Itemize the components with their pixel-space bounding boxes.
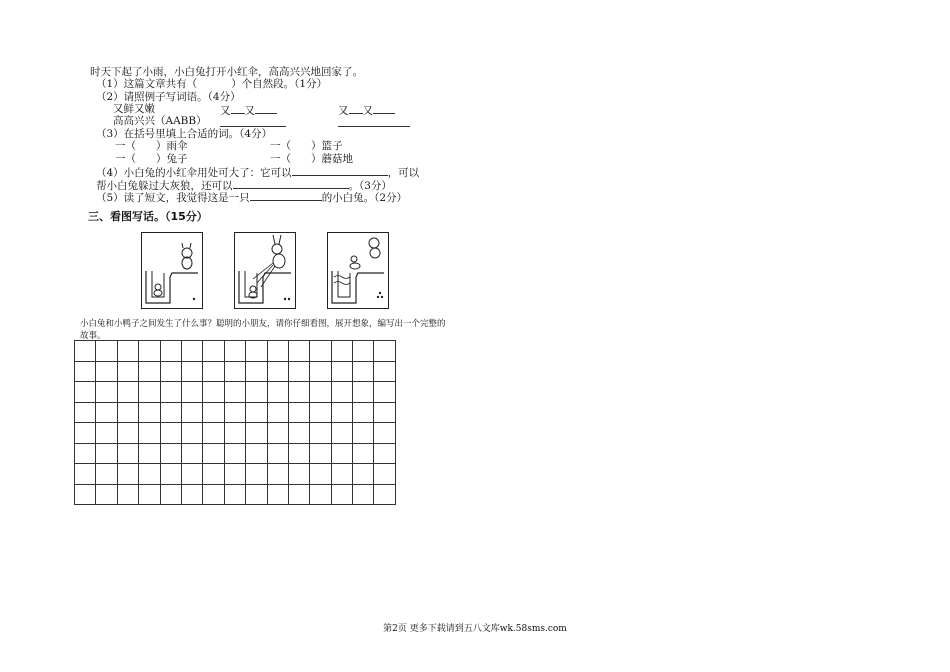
grid-cell[interactable] bbox=[310, 382, 331, 403]
grid-cell[interactable] bbox=[224, 464, 245, 485]
grid-cell[interactable] bbox=[310, 464, 331, 485]
grid-cell[interactable] bbox=[288, 443, 309, 464]
grid-cell[interactable] bbox=[160, 361, 181, 382]
example-word-2: 高高兴兴（AABB） bbox=[113, 115, 207, 127]
question-4-text: （4）小白兔的小红伞用处可大了：它可以 bbox=[96, 167, 292, 179]
grid-cell[interactable] bbox=[267, 361, 288, 382]
grid-cell[interactable] bbox=[353, 402, 374, 423]
grid-cell[interactable] bbox=[139, 484, 160, 505]
grid-cell[interactable] bbox=[310, 484, 331, 505]
story-picture-2 bbox=[234, 232, 296, 309]
pattern-answer-2[interactable] bbox=[338, 103, 395, 117]
grid-cell[interactable] bbox=[353, 341, 374, 362]
grid-row bbox=[75, 443, 396, 464]
grid-cell[interactable] bbox=[139, 361, 160, 382]
section-3-instruction-line-2: 故事。 bbox=[80, 331, 106, 341]
pattern-you: 又 bbox=[220, 105, 231, 117]
grid-cell[interactable] bbox=[267, 464, 288, 485]
grid-cell[interactable] bbox=[353, 382, 374, 403]
grid-cell[interactable] bbox=[203, 341, 224, 362]
question-3-prompt: （3）在括号里填上合适的词。（4分） bbox=[96, 128, 273, 140]
grid-cell[interactable] bbox=[160, 341, 181, 362]
grid-cell[interactable] bbox=[75, 382, 96, 403]
answer-blank[interactable] bbox=[349, 103, 363, 114]
question-4-line-1 bbox=[96, 165, 419, 179]
grid-cell[interactable] bbox=[331, 423, 352, 444]
grid-cell[interactable] bbox=[288, 423, 309, 444]
grid-cell[interactable] bbox=[160, 443, 181, 464]
question-5-text: 的小白兔。（2分） bbox=[321, 192, 408, 204]
grid-cell[interactable] bbox=[203, 484, 224, 505]
grid-cell[interactable] bbox=[160, 382, 181, 403]
grid-cell[interactable] bbox=[139, 423, 160, 444]
grid-cell[interactable] bbox=[353, 464, 374, 485]
section-3-title: 三、看图写话。（15分） bbox=[88, 210, 208, 223]
grid-cell[interactable] bbox=[246, 402, 267, 423]
grid-cell[interactable] bbox=[96, 423, 117, 444]
grid-cell[interactable] bbox=[353, 484, 374, 505]
story-picture-1 bbox=[141, 232, 203, 309]
grid-cell[interactable] bbox=[224, 423, 245, 444]
grid-cell[interactable] bbox=[160, 484, 181, 505]
grid-cell[interactable] bbox=[224, 484, 245, 505]
grid-cell[interactable] bbox=[224, 361, 245, 382]
grid-cell[interactable] bbox=[96, 402, 117, 423]
question-5 bbox=[96, 190, 407, 204]
grid-cell[interactable] bbox=[139, 464, 160, 485]
grid-cell[interactable] bbox=[117, 382, 138, 403]
grid-cell[interactable] bbox=[267, 382, 288, 403]
grid-cell[interactable] bbox=[75, 423, 96, 444]
grid-cell[interactable] bbox=[246, 443, 267, 464]
grid-cell[interactable] bbox=[246, 484, 267, 505]
grid-cell[interactable] bbox=[96, 484, 117, 505]
section-3-instruction-line-1: 小白兔和小鸭子之间发生了什么事？聪明的小朋友，请你仔细看图，展开想象，编写出一个完整的 bbox=[80, 319, 446, 329]
grid-row bbox=[75, 484, 396, 505]
grid-cell[interactable] bbox=[310, 402, 331, 423]
grid-cell[interactable] bbox=[96, 361, 117, 382]
grid-cell[interactable] bbox=[96, 443, 117, 464]
grid-cell[interactable] bbox=[331, 341, 352, 362]
grid-row bbox=[75, 382, 396, 403]
grid-cell[interactable] bbox=[203, 464, 224, 485]
pattern-you: 又 bbox=[244, 105, 255, 117]
grid-cell[interactable] bbox=[331, 443, 352, 464]
aabb-answer-blank-2[interactable] bbox=[338, 116, 410, 127]
picture-2-drawing bbox=[235, 233, 295, 308]
grid-cell[interactable] bbox=[224, 402, 245, 423]
grid-cell[interactable] bbox=[181, 443, 202, 464]
page-footer: 第2页 更多下载请到五八文库wk.58sms.com bbox=[383, 624, 567, 634]
passage-ending: 时天下起了小雨，小白兔打开小红伞，高高兴兴地回家了。 bbox=[90, 66, 363, 78]
grid-cell[interactable] bbox=[139, 443, 160, 464]
grid-cell[interactable] bbox=[96, 382, 117, 403]
grid-cell[interactable] bbox=[288, 361, 309, 382]
close-paren: ） bbox=[156, 153, 167, 165]
grid-cell[interactable] bbox=[331, 361, 352, 382]
grid-cell[interactable] bbox=[374, 464, 395, 485]
grid-cell[interactable] bbox=[331, 402, 352, 423]
grid-cell[interactable] bbox=[374, 361, 395, 382]
question-4-text: 。（3分） bbox=[348, 180, 392, 192]
grid-cell[interactable] bbox=[203, 423, 224, 444]
grid-cell[interactable] bbox=[75, 443, 96, 464]
answer-blank[interactable] bbox=[255, 103, 277, 114]
answer-blank[interactable] bbox=[231, 103, 245, 114]
grid-cell[interactable] bbox=[310, 443, 331, 464]
grid-row bbox=[75, 423, 396, 444]
grid-cell[interactable] bbox=[139, 382, 160, 403]
close-paren: ） bbox=[156, 140, 167, 152]
grid-cell[interactable] bbox=[203, 443, 224, 464]
pattern-answer-1[interactable] bbox=[220, 103, 277, 117]
grid-cell[interactable] bbox=[181, 382, 202, 403]
answer-blank[interactable] bbox=[373, 103, 395, 114]
grid-cell[interactable] bbox=[374, 484, 395, 505]
question-1 bbox=[96, 78, 327, 90]
item-label: 雨伞 bbox=[166, 140, 188, 152]
umbrella-use-blank-2[interactable] bbox=[233, 178, 349, 189]
grid-cell[interactable] bbox=[117, 443, 138, 464]
fill-item-umbrella bbox=[115, 140, 188, 152]
grid-cell[interactable] bbox=[310, 341, 331, 362]
grid-cell[interactable] bbox=[353, 443, 374, 464]
question-4-text: 帮小白兔躲过大灰狼，还可以 bbox=[96, 180, 233, 192]
grid-cell[interactable] bbox=[267, 423, 288, 444]
grid-cell[interactable] bbox=[246, 423, 267, 444]
grid-cell[interactable] bbox=[224, 443, 245, 464]
grid-cell[interactable] bbox=[331, 382, 352, 403]
fill-item-rabbit bbox=[115, 153, 188, 165]
grid-cell[interactable] bbox=[246, 382, 267, 403]
umbrella-use-blank-1[interactable] bbox=[292, 165, 388, 176]
fill-item-basket bbox=[270, 140, 343, 152]
grid-cell[interactable] bbox=[246, 341, 267, 362]
aabb-answer-blank-1[interactable] bbox=[220, 116, 286, 127]
grid-cell[interactable] bbox=[353, 361, 374, 382]
grid-cell[interactable] bbox=[160, 423, 181, 444]
grid-cell[interactable] bbox=[181, 484, 202, 505]
question-2-prompt: （2）请照例子写词语。（4分） bbox=[96, 91, 241, 103]
yi-open: 一（ bbox=[115, 153, 136, 165]
grid-cell[interactable] bbox=[267, 484, 288, 505]
grid-cell[interactable] bbox=[224, 382, 245, 403]
grid-cell[interactable] bbox=[267, 402, 288, 423]
grid-cell[interactable] bbox=[246, 361, 267, 382]
question-1-text-before: （1）这篇文章共有（ bbox=[96, 78, 198, 90]
grid-cell[interactable] bbox=[288, 464, 309, 485]
grid-cell[interactable] bbox=[181, 423, 202, 444]
item-label: 蘑菇地 bbox=[321, 153, 353, 165]
question-4-text: ，可以 bbox=[387, 167, 420, 179]
grid-cell[interactable] bbox=[267, 341, 288, 362]
grid-row bbox=[75, 402, 396, 423]
grid-cell[interactable] bbox=[117, 402, 138, 423]
grid-cell[interactable] bbox=[96, 464, 117, 485]
grid-cell[interactable] bbox=[117, 341, 138, 362]
grid-cell[interactable] bbox=[75, 464, 96, 485]
grid-row bbox=[75, 464, 396, 485]
fill-item-mushroom bbox=[270, 153, 353, 165]
close-paren: ） bbox=[311, 153, 322, 165]
item-label: 兔子 bbox=[166, 153, 188, 165]
grid-cell[interactable] bbox=[117, 423, 138, 444]
yi-open: 一（ bbox=[270, 153, 291, 165]
grid-cell[interactable] bbox=[75, 361, 96, 382]
grid-cell[interactable] bbox=[374, 443, 395, 464]
grid-cell[interactable] bbox=[288, 382, 309, 403]
grid-cell[interactable] bbox=[117, 464, 138, 485]
grid-cell[interactable] bbox=[139, 341, 160, 362]
pattern-you: 又 bbox=[338, 105, 349, 117]
rabbit-adjective-blank[interactable] bbox=[250, 190, 322, 201]
grid-cell[interactable] bbox=[96, 341, 117, 362]
picture-1-drawing bbox=[142, 233, 202, 308]
grid-cell[interactable] bbox=[181, 361, 202, 382]
grid-cell[interactable] bbox=[181, 464, 202, 485]
grid-cell[interactable] bbox=[374, 402, 395, 423]
writing-grid[interactable] bbox=[74, 340, 396, 505]
grid-row bbox=[75, 361, 396, 382]
grid-cell[interactable] bbox=[117, 361, 138, 382]
grid-cell[interactable] bbox=[331, 464, 352, 485]
grid-cell[interactable] bbox=[75, 484, 96, 505]
story-picture-3 bbox=[327, 232, 389, 309]
grid-cell[interactable] bbox=[246, 464, 267, 485]
grid-cell[interactable] bbox=[160, 402, 181, 423]
grid-cell[interactable] bbox=[117, 484, 138, 505]
grid-cell[interactable] bbox=[288, 484, 309, 505]
grid-cell[interactable] bbox=[75, 341, 96, 362]
grid-cell[interactable] bbox=[331, 484, 352, 505]
grid-cell[interactable] bbox=[203, 382, 224, 403]
example-word-1: 又鲜又嫩 bbox=[113, 103, 155, 115]
grid-cell[interactable] bbox=[267, 443, 288, 464]
grid-cell[interactable] bbox=[310, 361, 331, 382]
grid-cell[interactable] bbox=[203, 402, 224, 423]
grid-cell[interactable] bbox=[203, 361, 224, 382]
grid-cell[interactable] bbox=[224, 341, 245, 362]
grid-cell[interactable] bbox=[160, 464, 181, 485]
grid-row bbox=[75, 341, 396, 362]
grid-cell[interactable] bbox=[374, 423, 395, 444]
grid-cell[interactable] bbox=[374, 341, 395, 362]
grid-cell[interactable] bbox=[288, 402, 309, 423]
question-1-text-after: ）个自然段。（1分） bbox=[231, 78, 328, 90]
item-label: 篮子 bbox=[321, 140, 343, 152]
grid-cell[interactable] bbox=[139, 402, 160, 423]
yi-open: 一（ bbox=[270, 140, 291, 152]
picture-3-drawing bbox=[328, 233, 388, 308]
grid-cell[interactable] bbox=[181, 402, 202, 423]
grid-cell[interactable] bbox=[181, 341, 202, 362]
yi-open: 一（ bbox=[115, 140, 136, 152]
grid-cell[interactable] bbox=[374, 382, 395, 403]
grid-cell[interactable] bbox=[288, 341, 309, 362]
question-5-text: （5）读了短文，我觉得这是一只 bbox=[96, 192, 250, 204]
grid-cell[interactable] bbox=[353, 423, 374, 444]
pattern-you: 又 bbox=[362, 105, 373, 117]
close-paren: ） bbox=[311, 140, 322, 152]
grid-cell[interactable] bbox=[75, 402, 96, 423]
grid-cell[interactable] bbox=[310, 423, 331, 444]
